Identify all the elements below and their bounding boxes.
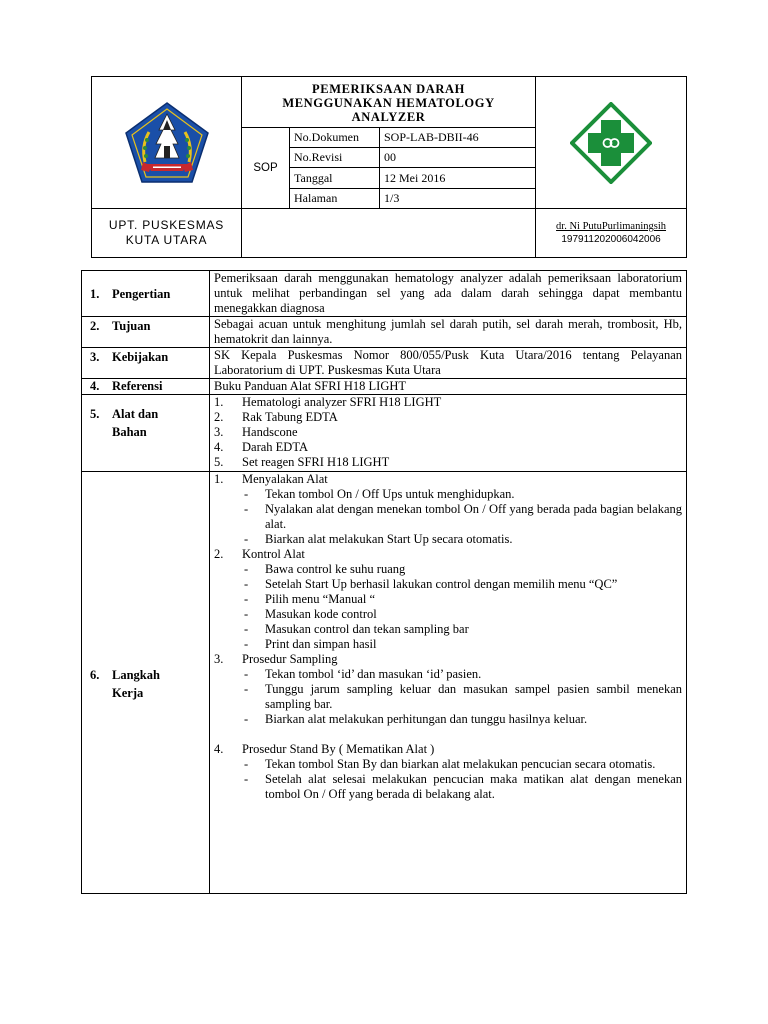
substep-text: Nyalakan alat dengan menekan tombol On / Off yang berada pada bagian belakang alat. xyxy=(265,502,682,531)
substep-text: Biarkan alat melakukan perhitungan dan tunggu hasilnya keluar. xyxy=(265,712,588,726)
section-number: 4. xyxy=(90,379,100,393)
dash-marker: - xyxy=(244,502,249,516)
section-row-langkah-kerja xyxy=(82,472,687,894)
item-text: Handscone xyxy=(242,425,298,439)
substep-text: Print dan simpan hasil xyxy=(265,637,377,651)
section-title: Pengertian xyxy=(112,287,171,301)
section-label-kebijakan xyxy=(82,348,210,379)
section-row-alat-bahan xyxy=(82,395,687,472)
step-title: Prosedur Stand By ( Mematikan Alat ) xyxy=(242,742,435,756)
substep-list xyxy=(214,562,682,652)
substep-text: Biarkan alat melakukan Start Up secara otomatis. xyxy=(265,532,513,546)
regency-crest-icon xyxy=(123,100,211,186)
substep-text: Tunggu jarum sampling keluar dan masukan sampel pasien sambil menekan sampling bar. xyxy=(265,682,682,711)
section-list-langkah-kerja xyxy=(210,472,687,894)
substep-text: Masukan control dan tekan sampling bar xyxy=(265,622,469,636)
section-row-kebijakan xyxy=(82,348,687,379)
section-number: 1. xyxy=(90,287,100,301)
item-number: 1. xyxy=(214,395,224,409)
section-number: 5. xyxy=(90,407,100,421)
equipment-item xyxy=(214,410,682,425)
section-title-line-1: Alat dan xyxy=(112,407,159,421)
dash-marker: - xyxy=(244,592,249,606)
substep-item xyxy=(241,607,682,622)
step-title: Prosedur Sampling xyxy=(242,652,338,666)
substep-item xyxy=(241,637,682,652)
substep-item xyxy=(241,667,682,682)
step-number: 1. xyxy=(214,472,224,486)
section-label-tujuan xyxy=(82,317,210,348)
substep-text: Masukan kode control xyxy=(265,607,377,621)
spacer xyxy=(214,727,682,742)
substep-item xyxy=(241,757,682,772)
equipment-list xyxy=(214,395,682,470)
procedure-step xyxy=(214,547,682,652)
substep-item xyxy=(241,682,682,712)
meta-value-tanggal: 12 Mei 2016 xyxy=(380,168,536,188)
procedure-step xyxy=(214,742,682,802)
item-number: 2. xyxy=(214,410,224,424)
signer-name: dr. Ni PutuPurlimaningsih xyxy=(556,221,667,233)
meta-value-halaman: 1/3 xyxy=(380,188,536,208)
section-title: Tujuan xyxy=(112,319,151,333)
section-text-referensi: Buku Panduan Alat SFRI H18 LIGHT xyxy=(210,379,687,395)
substep-text: Pilih menu “Manual “ xyxy=(265,592,376,606)
substep-item xyxy=(241,562,682,577)
section-list-alat-bahan xyxy=(210,395,687,472)
section-row-tujuan xyxy=(82,317,687,348)
dash-marker: - xyxy=(244,607,249,621)
dash-marker: - xyxy=(244,712,249,726)
dash-marker: - xyxy=(244,667,249,681)
substep-item xyxy=(241,772,682,802)
item-text: Darah EDTA xyxy=(242,440,308,454)
section-text-tujuan: Sebagai acuan untuk menghitung jumlah sel darah putih, sel darah merah, trombosit, Hb, hematokrit dan lainnya. xyxy=(210,317,687,348)
organization-name xyxy=(92,209,242,258)
meta-value-no-revisi: 00 xyxy=(380,148,536,168)
dash-marker: - xyxy=(244,577,249,591)
meta-key-halaman: Halaman xyxy=(290,188,380,208)
section-number: 6. xyxy=(90,667,100,682)
substep-list xyxy=(214,487,682,547)
substep-item xyxy=(241,712,682,727)
dash-marker: - xyxy=(244,532,249,546)
substep-text: Tekan tombol Stan By dan biarkan alat melakukan pencucian secara otomatis. xyxy=(265,757,656,771)
document-header xyxy=(91,76,687,258)
section-title: Referensi xyxy=(112,379,163,393)
item-number: 3. xyxy=(214,425,224,439)
blank-cell xyxy=(242,209,536,258)
item-text: Rak Tabung EDTA xyxy=(242,410,338,424)
item-number: 5. xyxy=(214,455,224,469)
equipment-item xyxy=(214,425,682,440)
substep-text: Setelah Start Up berhasil lakukan control dengan memilih menu “QC” xyxy=(265,577,618,591)
meta-value-no-dokumen: SOP-LAB-DBII-46 xyxy=(380,127,536,147)
section-label-referensi xyxy=(82,379,210,395)
org-line-2: KUTA UTARA xyxy=(125,233,208,248)
substep-text: Setelah alat selesai melakukan pencucian maka matikan alat dengan menekan tombol On / Off yang berada di belakang alat. xyxy=(265,772,682,801)
section-title-line-1: Langkah xyxy=(112,667,160,682)
title-line-1: PEMERIKSAAN DARAH xyxy=(312,81,465,96)
procedure-step xyxy=(214,472,682,547)
meta-key-no-dokumen: No.Dokumen xyxy=(290,127,380,147)
substep-item xyxy=(241,592,682,607)
procedure-steps xyxy=(214,472,682,802)
right-logo-cell xyxy=(536,77,687,209)
item-number: 4. xyxy=(214,440,224,454)
section-title: Kebijakan xyxy=(112,350,169,364)
procedure-step xyxy=(214,652,682,727)
org-line-1: UPT. PUSKESMAS xyxy=(108,218,225,233)
section-text-pengertian: Pemeriksaan darah menggunakan hematology analyzer adalah pemeriksaan laboratorium untuk melihat perbandingan sel yang ada dalam darah sehingga dapat membantu menegakkan diagnosa xyxy=(210,271,687,317)
substep-list xyxy=(214,757,682,802)
section-text-kebijakan: SK Kepala Puskesmas Nomor 800/055/Pusk Kuta Utara/2016 tentang Pelayanan Laboratorium di UPT. Puskesmas Kuta Utara xyxy=(210,348,687,379)
equipment-item xyxy=(214,455,682,470)
section-title-line-2: Bahan xyxy=(112,425,147,439)
dash-marker: - xyxy=(244,757,249,771)
section-label-pengertian xyxy=(82,271,210,317)
title-line-3: ANALYZER xyxy=(351,109,426,124)
substep-text: Bawa control ke suhu ruang xyxy=(265,562,406,576)
dash-marker: - xyxy=(244,487,249,501)
left-logo-cell xyxy=(92,77,242,209)
meta-key-no-revisi: No.Revisi xyxy=(290,148,380,168)
dash-marker: - xyxy=(244,622,249,636)
section-label-alat-bahan xyxy=(82,395,210,472)
section-label-langkah-kerja xyxy=(82,472,210,894)
dash-marker: - xyxy=(244,562,249,576)
step-title: Kontrol Alat xyxy=(242,547,305,561)
equipment-item xyxy=(214,395,682,410)
step-number: 2. xyxy=(214,547,224,561)
item-text: Hematologi analyzer SFRI H18 LIGHT xyxy=(242,395,442,409)
section-row-pengertian xyxy=(82,271,687,317)
section-title-line-2: Kerja xyxy=(112,685,144,700)
signature-cell xyxy=(536,209,687,258)
title-line-2: MENGGUNAKAN HEMATOLOGY xyxy=(282,95,495,110)
step-title: Menyalakan Alat xyxy=(242,472,328,486)
section-number: 2. xyxy=(90,319,100,333)
section-row-referensi xyxy=(82,379,687,395)
substep-item xyxy=(241,622,682,637)
dash-marker: - xyxy=(244,637,249,651)
sop-body xyxy=(81,270,687,894)
meta-key-tanggal: Tanggal xyxy=(290,168,380,188)
signer-nip: 197911202006042006 xyxy=(561,234,661,246)
step-number: 4. xyxy=(214,742,224,756)
item-text: Set reagen SFRI H18 LIGHT xyxy=(242,455,390,469)
substep-text: Tekan tombol ‘id’ dan masukan ‘id’ pasien. xyxy=(265,667,482,681)
substep-item xyxy=(241,487,682,502)
dash-marker: - xyxy=(244,682,249,696)
equipment-item xyxy=(214,440,682,455)
substep-item xyxy=(241,502,682,532)
substep-item xyxy=(241,577,682,592)
substep-item xyxy=(241,532,682,547)
dash-marker: - xyxy=(244,772,249,786)
step-number: 3. xyxy=(214,652,224,666)
substep-list xyxy=(214,667,682,727)
document-title xyxy=(242,77,536,128)
puskesmas-cross-icon xyxy=(570,102,652,184)
substep-text: Tekan tombol On / Off Ups untuk menghidupkan. xyxy=(265,487,515,501)
section-number: 3. xyxy=(90,350,100,364)
sop-label: SOP xyxy=(242,127,290,208)
